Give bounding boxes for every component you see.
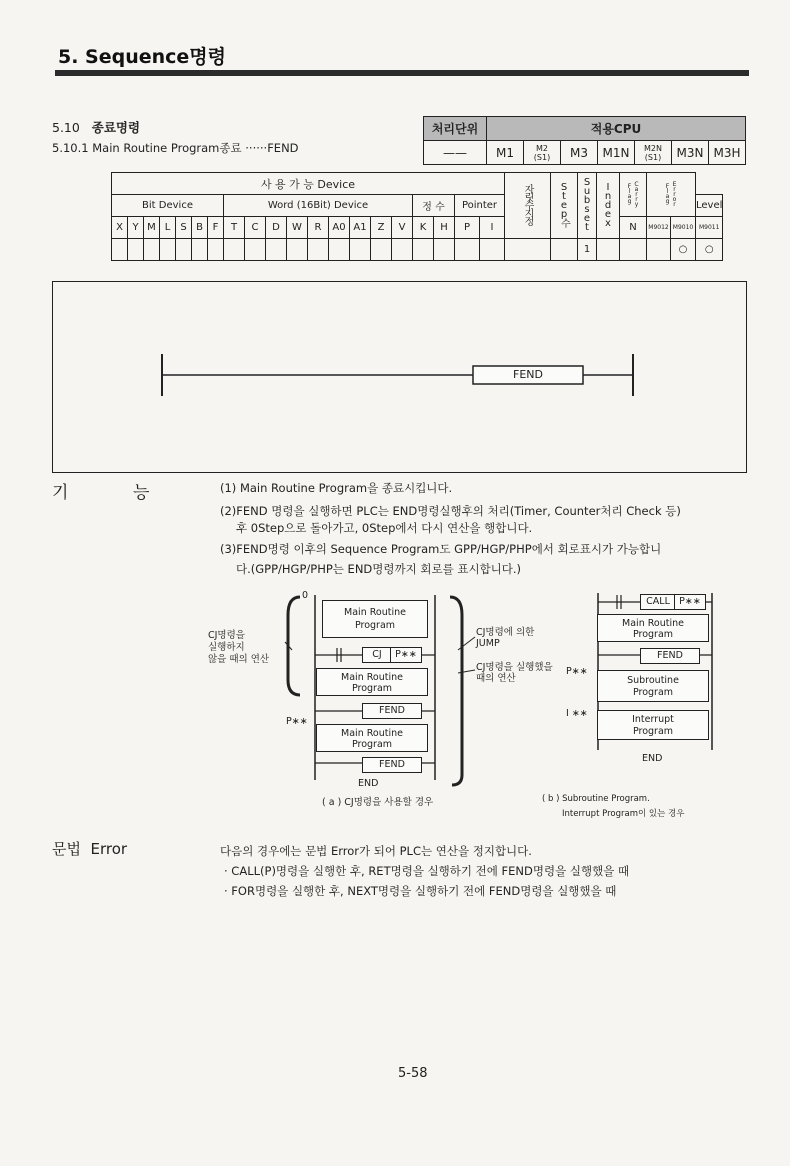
device-cell: Z [371,217,392,239]
cpu-cell: M1N [598,141,635,165]
cpu-cell: M1 [487,141,524,165]
fig-b-end: END [642,753,663,764]
fig-a-fend-1: FEND [362,703,422,719]
error-code-2: M9011 [696,217,723,239]
function-label-right: 능 [133,483,150,503]
subsection-title: Main Routine Program종료 ······FEND [92,141,299,155]
fig-a-cj: CJ [362,647,392,663]
device-cell: B [192,217,208,239]
digit-header: 자릿수지정 [505,173,551,239]
function-line-2: (2)FEND 명령을 실행하면 PLC는 END명령실행후의 처리(Timer, Counter처리 Check 등) [220,504,681,518]
fig-b-call: CALL [640,594,676,610]
fig-b-fend: FEND [640,648,700,664]
fig-a-exec-note: CJ명령을 실행했을 때의 연산 [476,662,553,684]
error-line-2: · CALL(P)명령을 실행한 후, RET명령을 실행하기 전에 FEND명령을 실행했을 때 [224,864,630,878]
fig-a-end: END [358,778,379,789]
device-cell: X [112,217,128,239]
subsection-number: 5.10.1 [52,141,89,155]
error-label-2: Error [90,840,128,858]
fig-a-main-routine-2: Main Routine Program [316,668,428,696]
device-cell: C [245,217,266,239]
device-cell: T [224,217,245,239]
fig-b-p-label: P∗∗ [566,666,588,677]
function-line-1: (1) Main Routine Program을 종료시킵니다. [220,481,453,495]
carry-code: M9012 [647,217,671,239]
ladder-svg [53,282,746,472]
fig-a-main-routine-3: Main Routine Program [316,724,428,752]
fig-b-caption-1: ( b ) Subroutine Program. [542,794,650,804]
function-line-3: 후 0Step으로 돌아가고, 0Step에서 다시 연산을 행합니다. [236,521,533,535]
error-line-3: · FOR명령을 실행한 후, NEXT명령을 실행하기 전에 FEND명령을 실행했을 때 [224,884,617,898]
device-cell: H [434,217,455,239]
device-cell: K [413,217,434,239]
fig-a-left-note: CJ명령을 실행하지 않을 때의 연산 [208,630,270,665]
fig-a-caption: ( a ) CJ명령을 사용할 경우 [322,797,434,808]
error-flag-mark-1: ○ [671,239,696,261]
device-cell: I [480,217,505,239]
fend-instruction: FEND [513,368,543,381]
function-line-4: (3)FEND명령 이후의 Sequence Program도 GPP/HGP/PHP에서 회로표시가 가능합니 [220,542,662,556]
carry-header: Carry Flag [620,173,647,217]
fig-b-main-routine: Main Routine Program [597,614,709,642]
unit-value: —— [424,141,487,165]
fig-b-pxx: P∗∗ [674,594,706,610]
section-heading [52,118,140,136]
cpu-cell: M3N [672,141,709,165]
step-count-value: 1 [578,239,597,261]
section-title: 종료명령 [91,120,141,135]
cpu-cell: M2N (S1) [635,141,672,165]
step-header: Step수 [551,173,578,239]
cpu-cell: M2 (S1) [524,141,561,165]
page-header-title: 5. Sequence명령 [58,46,227,68]
device-cell: W [287,217,308,239]
function-line-5: 다.(GPP/HGP/PHP는 END명령까지 회로를 표시합니다.) [236,562,522,576]
section-number: 5.10 [52,120,80,135]
device-cell: Y [128,217,144,239]
device-cell: S [176,217,192,239]
device-table [111,172,723,261]
subset-header: Subset [578,173,597,239]
device-cell: A1 [350,217,371,239]
fig-a-fend-2: FEND [362,757,422,773]
fig-a-pxx: P∗∗ [390,647,422,663]
device-cell: A0 [329,217,350,239]
device-cell: P [455,217,480,239]
cpu-table [423,116,746,165]
error-code-1: M9010 [671,217,696,239]
fig-a-jump-note: CJ명령에 의한 JUMP [476,627,535,649]
cpu-cell: M3 [561,141,598,165]
ladder-diagram [52,281,747,473]
error-flag-mark-2: ○ [696,239,723,261]
bit-device-label: Bit Device [112,195,224,217]
error-heading [52,838,127,859]
fig-a-p-label: P∗∗ [286,716,308,727]
pointer-label: Pointer [455,195,505,217]
cpu-label: 적용CPU [487,117,746,141]
unit-label: 처리단위 [424,117,487,141]
page-number: 5-58 [398,1066,428,1081]
cpu-cell: M3H [709,141,746,165]
error-header: Error Flag [647,173,696,217]
fig-b-i-label: I ∗∗ [566,708,588,719]
header-rule [55,70,749,76]
device-cell: D [266,217,287,239]
function-label-left: 기 [52,483,69,503]
fig-b-subroutine: Subroutine Program [597,670,709,702]
fig-a-zero: 0 [302,590,309,601]
device-cell: N [620,217,647,239]
device-title: 사 용 가 능 Device [112,173,505,195]
error-line-1: 다음의 경우에는 문법 Error가 되어 PLC는 연산을 정지합니다. [220,844,532,858]
device-cell: V [392,217,413,239]
subsection-heading [52,140,299,156]
error-label: 문법 [52,840,81,858]
fig-b-interrupt: Interrupt Program [597,710,709,740]
device-cell: L [160,217,176,239]
fig-a-main-routine-1: Main Routine Program [322,600,428,638]
index-header: Index [597,173,620,239]
word-device-label: Word (16Bit) Device [224,195,413,217]
fig-b-caption-2: Interrupt Program이 있는 경우 [562,809,685,819]
device-cell: M [144,217,160,239]
device-cell: R [308,217,329,239]
const-label: 정 수 [413,195,455,217]
device-cell: F [208,217,224,239]
level-label: Level [696,195,723,217]
